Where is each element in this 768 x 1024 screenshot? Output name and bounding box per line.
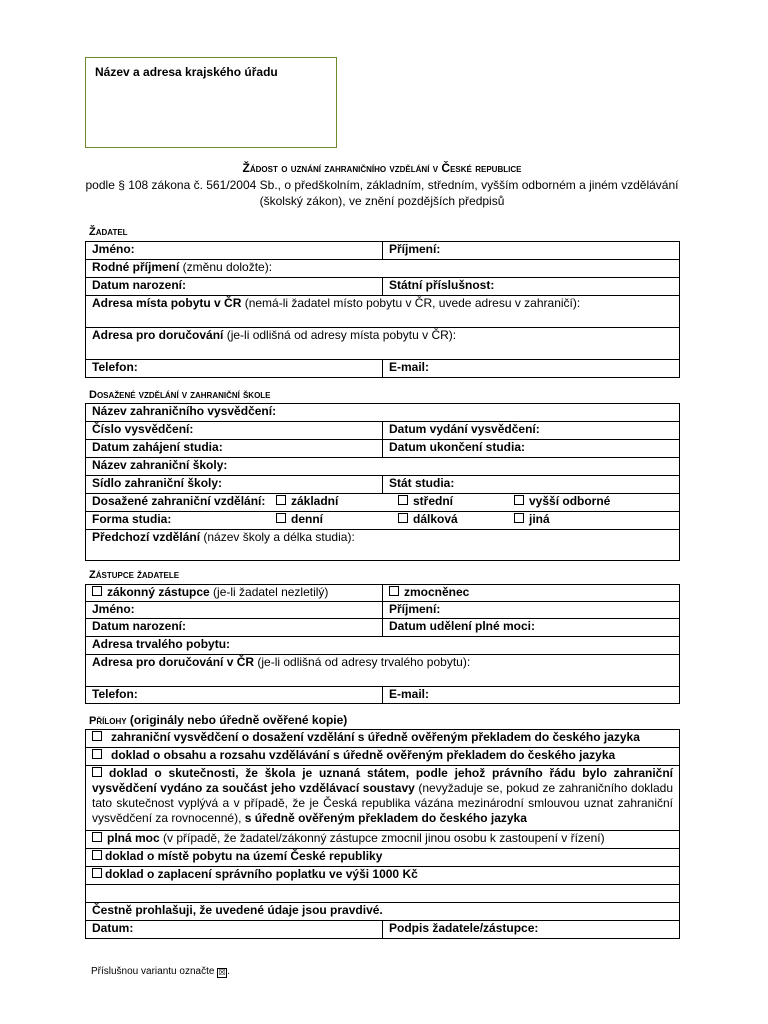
checkbox-icon <box>92 850 102 860</box>
checkbox-icon <box>92 749 102 759</box>
attachment-fee-payment[interactable]: doklad o zaplacení správního poplatku ve výši 1000 Kč <box>86 867 680 885</box>
declaration-date-field[interactable]: Datum: <box>86 921 383 939</box>
applicant-email-field[interactable]: E-mail: <box>383 360 680 378</box>
representative-first-name-field[interactable]: Jméno: <box>86 602 383 619</box>
education-table <box>85 403 680 561</box>
applicant-birth-surname-field[interactable] <box>86 260 680 278</box>
permanent-address-field[interactable]: Adresa trvalého pobytu: <box>86 637 680 655</box>
checkbox-icon <box>92 731 102 741</box>
form-option-full-time[interactable]: denní <box>276 512 323 527</box>
form-option-other[interactable]: jiná <box>514 512 550 527</box>
level-option-secondary[interactable]: střední <box>398 494 453 509</box>
applicant-citizenship-field[interactable]: Státní příslušnost: <box>383 278 680 296</box>
section-heading-representative: Zástupce žadatele <box>89 569 180 581</box>
applicant-delivery-address-field[interactable] <box>86 328 680 360</box>
attachment-study-content[interactable]: doklad o obsahu a rozsahu vzdělávání s úředně ověřeným překladem do českého jazyka <box>86 748 680 766</box>
education-level-label: Dosažené zahraniční vzdělání: <box>92 494 266 508</box>
applicant-birth-date-field[interactable]: Datum narození: <box>86 278 383 296</box>
certificate-name-field[interactable]: Název zahraničního vysvědčení: <box>86 404 680 422</box>
form-option-distance[interactable]: dálková <box>398 512 458 527</box>
section-heading-attachments: Přílohy (originály nebo úředně ověřené kopie) <box>89 713 348 727</box>
certificate-number-field[interactable]: Číslo vysvědčení: <box>86 422 383 440</box>
previous-education-note: (název školy a délka studia): <box>200 530 355 544</box>
school-seat-field[interactable]: Sídlo zahraniční školy: <box>86 476 383 494</box>
study-start-field[interactable]: Datum zahájení studia: <box>86 440 383 458</box>
attachment-state-recognition[interactable]: doklad o skutečnosti, že škola je uznaná státem, podle jehož právního řádu bylo zahraniční vysvědčení vydáno za součást jeho vzdělávací soustavy (nevyžaduje se, pokud ze zahraničního dokladu tato skutečnost vyplývá a v případě, že je Česká republika vázána mezinárodní smlouvou uznat zahraniční vysvědčení za rovnocenné), s úředně ověřeným překladem do českého jazyka <box>86 766 680 831</box>
residence-address-label: Adresa místa pobytu v ČR <box>92 296 242 310</box>
study-end-field[interactable]: Datum ukončení studia: <box>383 440 680 458</box>
signature-field[interactable]: Podpis žadatele/zástupce: <box>383 921 680 939</box>
attachment-residence-proof[interactable]: doklad o místě pobytu na území České republiky <box>86 849 680 867</box>
attachment-power-of-attorney[interactable]: plná moc (v případě, že žadatel/zákonný zástupce zmocnil jinou osobu k zastoupení v řízení) <box>86 831 680 849</box>
birth-surname-label: Rodné příjmení <box>92 260 180 274</box>
rep-delivery-address-note: (je-li odlišná od adresy trvalého pobytu): <box>254 655 471 669</box>
footnote-text: Příslušnou variantu označte <box>91 966 215 977</box>
birth-surname-note: (změnu doložte): <box>179 260 273 274</box>
certificate-issue-date-field[interactable]: Datum vydání vysvědčení: <box>383 422 680 440</box>
checkbox-icon <box>398 495 408 505</box>
form-subtitle: podle § 108 zákona č. 561/2004 Sb., o předškolním, základním, středním, vyšším odborném a jiném vzdělávání (školský zákon), ve znění pozdějších předpisů <box>85 178 679 208</box>
footnote <box>91 966 230 978</box>
checkbox-icon <box>514 513 524 523</box>
education-level-row <box>86 494 680 512</box>
representative-email-field[interactable]: E-mail: <box>383 687 680 704</box>
previous-education-field[interactable] <box>86 530 680 561</box>
study-country-field[interactable]: Stát studia: <box>383 476 680 494</box>
office-address-label: Název a adresa krajského úřadu <box>95 65 278 79</box>
legal-representative-option[interactable]: zákonný zástupce (je-li žadatel nezletilý) <box>86 585 383 602</box>
representative-table <box>85 584 680 704</box>
school-name-field[interactable]: Název zahraniční školy: <box>86 458 680 476</box>
residence-address-note: (nemá-li žadatel místo pobytu v ČR, uvede adresu v zahraničí): <box>241 296 581 310</box>
form-title: Žádost o uznání zahraničního vzdělání v České republice <box>242 161 522 175</box>
office-address-box[interactable] <box>85 57 337 148</box>
checkbox-icon <box>389 586 399 596</box>
attachment-empty-row[interactable] <box>86 885 680 903</box>
rep-delivery-address-label: Adresa pro doručování v ČR <box>92 655 255 669</box>
authorized-person-option[interactable]: zmocněnec <box>383 585 680 602</box>
study-form-row <box>86 512 680 530</box>
checkbox-icon <box>92 868 102 878</box>
delivery-address-note: (je-li odlišná od adresy místa pobytu v ČR): <box>223 328 457 342</box>
checkbox-icon <box>276 495 286 505</box>
applicant-first-name-field[interactable]: Jméno: <box>86 242 383 260</box>
previous-education-label: Předchozí vzdělání <box>92 530 201 544</box>
checkbox-icon <box>276 513 286 523</box>
applicant-table <box>85 241 680 378</box>
footnote-period: . <box>227 966 230 977</box>
delivery-address-label: Adresa pro doručování <box>92 328 224 342</box>
checkbox-icon <box>92 832 102 842</box>
attachments-table <box>85 729 680 939</box>
checkbox-icon <box>398 513 408 523</box>
level-option-higher-vocational[interactable]: vyšší odborné <box>514 494 610 509</box>
representative-phone-field[interactable]: Telefon: <box>86 687 383 704</box>
representative-delivery-address-field[interactable] <box>86 655 680 687</box>
applicant-residence-address-field[interactable] <box>86 296 680 328</box>
checkbox-icon <box>92 586 102 596</box>
checked-box-icon: ☒ <box>218 968 226 977</box>
section-heading-applicant: Žadatel <box>89 226 128 238</box>
attachment-certificate[interactable]: zahraniční vysvědčení o dosažení vzdělání s úředně ověřeným překladem do českého jazyka <box>86 730 680 748</box>
declaration-statement: Čestně prohlašuji, že uvedené údaje jsou pravdivé. <box>86 903 680 921</box>
checkbox-icon <box>514 495 524 505</box>
power-of-attorney-date-field[interactable]: Datum udělení plné moci: <box>383 619 680 637</box>
study-form-label: Forma studia: <box>92 512 172 526</box>
section-heading-education: Dosažené vzdělání v zahraniční škole <box>89 389 271 401</box>
representative-birth-date-field[interactable]: Datum narození: <box>86 619 383 637</box>
representative-surname-field[interactable]: Příjmení: <box>383 602 680 619</box>
level-option-basic[interactable]: základní <box>276 494 338 509</box>
checkbox-icon <box>92 767 102 777</box>
applicant-phone-field[interactable]: Telefon: <box>86 360 383 378</box>
applicant-surname-field[interactable]: Příjmení: <box>383 242 680 260</box>
